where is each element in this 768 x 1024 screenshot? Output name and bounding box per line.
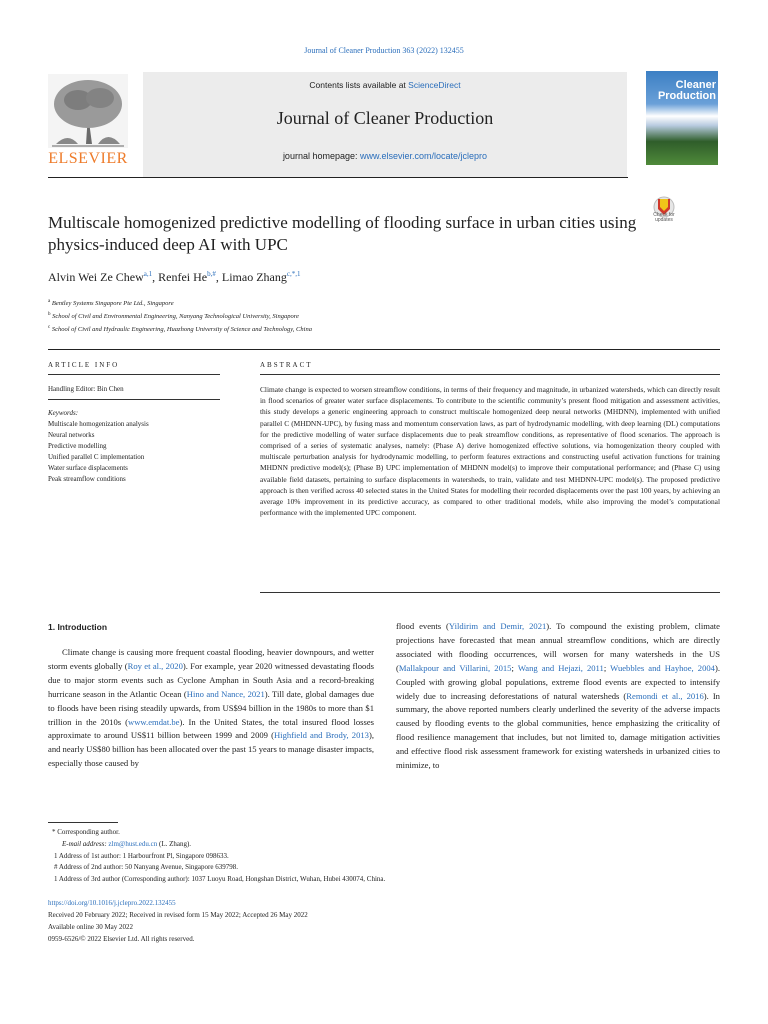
cover-title-line-1: Cleaner (675, 79, 716, 91)
keyword: Neural networks (48, 431, 95, 439)
keyword: Water surface displacements (48, 464, 128, 472)
citation-link[interactable]: Wang and Hejazi, 2011 (517, 662, 604, 673)
homepage-link[interactable]: www.elsevier.com/locate/jclepro (360, 151, 488, 161)
homepage-line (143, 151, 627, 161)
introduction-column-right (396, 620, 720, 773)
citation-link[interactable]: www.emdat.be (128, 716, 180, 727)
available-online: Available online 30 May 2022 (48, 923, 134, 931)
affiliation-text: School of Civil and Hydraulic Engineering, Huazhong University of Science and Technology, China (51, 326, 312, 334)
affiliation (48, 309, 312, 322)
citation-link[interactable]: Yildirim and Demir, 2021 (448, 621, 547, 631)
email-link[interactable]: zlm@hust.edu.cn (108, 839, 158, 848)
journal-name: Journal of Cleaner Production (276, 108, 494, 128)
affiliation-text: Bentley Systems Singapore Pte Ltd., Singapore (51, 300, 174, 308)
address-note: 1 Address of 3rd author (Corresponding author): 1037 Luoyu Road, Hongshan District, Wuhan, Hubei 430074, China. (54, 875, 386, 884)
affiliation-text: School of Civil and Environmental Engineering, Nanyang Technological University, Singapore (52, 313, 299, 321)
affiliation-mark: a (48, 299, 51, 304)
citation-link[interactable]: Wuebbles and Hayhoe, 2004 (610, 662, 715, 673)
citation-link[interactable]: Remondi et al., 2016 (626, 690, 704, 701)
article-info-rule (48, 374, 220, 375)
body-text: ). In the United States, the total insured flood losses approximate to around US$11 billion between 1999 and 2009 ( (48, 716, 374, 741)
body-text: flood events ( (396, 621, 449, 631)
body-text: ). For example, year 2020 witnessed devastating floods due to major storm events such as Cyclone Amphan in South Asia and a record-breaking hurricane season in the Atlantic Ocean ( (48, 660, 374, 699)
author-name[interactable]: Alvin Wei Ze Chew (48, 270, 144, 284)
journal-citation-link[interactable]: Journal of Cleaner Production 363 (2022) 132455 (304, 46, 464, 55)
email-suffix: (L. Zhang). (157, 839, 192, 848)
footnotes (48, 827, 720, 886)
header-rule (48, 177, 628, 178)
author-superscript[interactable]: a,1 (143, 270, 153, 278)
author-superscript[interactable]: b,# (207, 270, 216, 278)
badge-text-line-2: updates (655, 217, 673, 223)
citation-link[interactable]: Roy et al., 2020 (127, 660, 183, 671)
address-note: # Address of 2nd author: 50 Nanyang Avenue, Singapore 639798. (54, 863, 238, 872)
article-info-rule (48, 399, 220, 400)
email-label: E-mail address: (62, 839, 109, 848)
citation-link[interactable]: Hino and Nance, 2021 (186, 688, 265, 699)
abstract-rule (260, 374, 720, 375)
copyright: 0959-6526/© 2022 Elsevier Ltd. All rights reserved. (48, 935, 195, 943)
article-title: Multiscale homogenized predictive modelling of flooding surface in urban cities using physics-induced deep AI with UPC (48, 213, 637, 254)
homepage-prefix: journal homepage: (282, 151, 360, 161)
check-for-updates-label[interactable] (642, 213, 686, 223)
corresponding-author-note: * Corresponding author. (52, 828, 120, 836)
cover-title (650, 80, 716, 102)
body-text: ; (603, 662, 611, 673)
footnote-rule (48, 822, 118, 823)
elsevier-wordmark: ELSEVIER (48, 150, 128, 167)
author-list: Alvin Wei Ze Chew$^{a,1}$, Renfei $He^{b,\#}$, Limao Zhang$^{c,*,1}$ (48, 270, 301, 284)
abstract-heading: ABSTRACT (260, 361, 313, 369)
body-text: Climate change is causing more frequent coastal flooding, heavier downpours, and wetter storm events globally ( (48, 647, 374, 671)
keyword: Predictive modelling (48, 442, 107, 450)
citation-link[interactable]: Mallakpour and Villarini, 2015 (398, 662, 512, 673)
email-note (48, 839, 720, 851)
body-text: ; (511, 662, 518, 673)
abstract-text: Climate change is expected to worsen streamflow conditions, in terms of their frequency and magnitude, in urbanized watersheds, which can directly result in flood scenarios of greater water surface displacements. To contribute to the scientific community’s present flood mitigation and assessment activities, this study develops a generic engineering approach to construct multiscale homogenized deep neural networks (MHDNN), implemented with unified parallel C (MHDNN-UPC), by fusing mass and momentum conservation laws, as part of hydrodynamic modelling, with deep learning (DL) computations for the predictive modelling of water surface displacements due to peak streamflow conditions, as representative of flood scenarios. The approach is comprised of a series of systematic analyses, namely: (Phase A) derive homogenized effective solutions, via homogenization theory coupled with multiscale perturbation analysis for hydrodynamic modelling, to perform features extractions and constructing useful activation functions for training MHDNN predictive model(s); (Phase B) UPC implementation of MHDNN model(s) to improve their computational performance; and (Phase C) using available field datasets, pertaining to surface displacements in watersheds, to train, validate and test MHDNN-UPC model(s). The proposed predictive approach is then verified across 40 selected states in the United States for modelling their recorded displacements over the past 100 years, by achieving an average 10% improvement in its predictive accuracy, as compared to other traditional models, while also improving the model’s computational performance with the implemented UPC component. (260, 385, 720, 518)
citation-link[interactable]: Highfield and Brody, 2013 (273, 730, 369, 741)
received-dates: Received 20 February 2022; Received in revised form 15 May 2022; Accepted 26 May 2022 (48, 911, 308, 919)
publication-info (48, 897, 308, 945)
badge-text-line-1: Check for (653, 212, 675, 218)
keyword: Multiscale homogenization analysis (48, 420, 149, 428)
keyword-list (48, 419, 149, 485)
affiliation-mark: c (48, 325, 51, 331)
affiliation-mark: b (48, 312, 51, 318)
handling-editor: Handling Editor: Bin Chen (48, 385, 124, 393)
keyword: Peak streamflow conditions (48, 475, 126, 483)
keyword: Unified parallel C implementation (48, 453, 145, 461)
contents-prefix: Contents lists available at (309, 80, 409, 90)
keywords-label: Keywords: (48, 409, 79, 417)
body-text: ). Till date, global damages due to floods have been rising steadily upwards, from US$94 billion in the 1980s to more than $1 trillion in the 2010s ( (48, 688, 375, 727)
contents-line (143, 80, 627, 90)
introduction-heading: 1. Introduction (48, 622, 108, 632)
doi-link[interactable]: https://doi.org/10.1016/j.jclepro.2022.132455 (48, 899, 176, 907)
section-rule (48, 349, 720, 350)
author-name[interactable]: Limao Zhang (221, 270, 287, 284)
cover-title-line-2: Production (657, 90, 716, 102)
introduction-column-left (48, 646, 374, 771)
body-text: ), and nearly US$80 billion has been allocated over the past 15 years to manage disaster impacts, especially those caused by (48, 730, 374, 769)
affiliation (48, 296, 312, 309)
author-name[interactable]: Renfei He (158, 270, 208, 284)
body-text: ). In summary, the above reported numbers clearly underlined the severity of the adverse impacts caused by flooding events to the global communities, hence emphasizing the criticality of flood resilience management that includes, but not limited to, damage mitigation activities and effective flood risk assessment framework for existing watersheds in urbanized cities to minimize, to (396, 690, 720, 771)
abstract-rule (260, 592, 720, 593)
article-info-heading: ARTICLE INFO (48, 361, 120, 369)
body-text: ). To compound the existing problem, climate projections have forecasted that mean annual streamflow conditions, which are directly associated with flooding occurrences, will worsen for many watersheds in the US ( (396, 621, 720, 673)
address-note: 1 Address of 1st author: 1 Harbourfront Pl, Singapore 098633. (54, 851, 229, 860)
affiliation (48, 322, 312, 335)
sciencedirect-link[interactable]: ScienceDirect (408, 80, 461, 90)
affiliation-list (48, 296, 312, 335)
author-superscript[interactable]: c,*,1 (286, 270, 301, 278)
body-text: ). Coupled with growing global populations, extreme flood events are expected to intensify widely due to increasing deforestations of natural watersheds ( (396, 662, 720, 701)
